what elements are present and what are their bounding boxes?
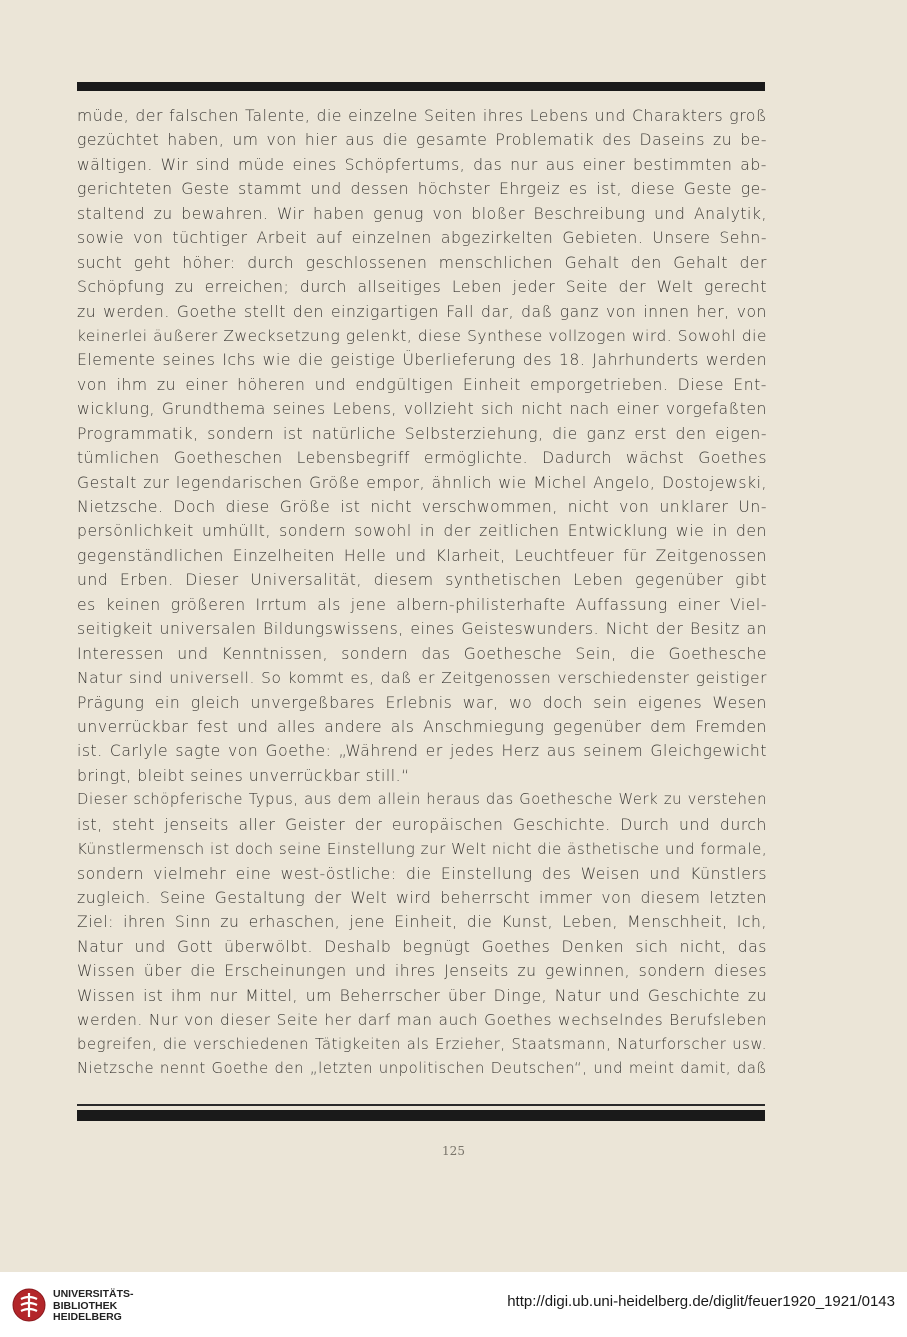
text-line: seitigkeit universalen Bildungswissens, eines Geisteswunders. Nicht der Besitz an	[77, 620, 767, 639]
top-rule	[77, 82, 765, 91]
bottom-thick-rule	[77, 1110, 765, 1121]
text-line: Ziel: ihren Sinn zu erhaschen, jene Einheit, die Kunst, Leben, Menschheit, Ich,	[77, 913, 767, 932]
text-line: persönlichkeit umhüllt, sondern sowohl in der zeitlichen Entwicklung wie in den	[77, 522, 767, 541]
text-line: von ihm zu einer höheren und endgültigen Einheit emporgetrieben. Diese Ent-	[77, 375, 767, 394]
text-line: ist, steht jenseits aller Geister der europäischen Geschichte. Durch und durch	[77, 815, 767, 834]
text-line: unverrückbar fest und alles andere als Anschmiegung gegenüber dem Fremden	[77, 717, 767, 736]
text-line: Nietzsche. Doch diese Größe ist nicht verschwommen, nicht von unklarer Un-	[77, 498, 767, 516]
page-number: 125	[442, 1144, 465, 1158]
bottom-thin-rule	[77, 1104, 765, 1106]
library-name-line: HEIDELBERG	[53, 1311, 122, 1323]
text-line: wicklung, Grundthema seines Lebens, vollzieht sich nicht nach einer vorgefaßten	[77, 400, 767, 419]
text-line: gezüchtet haben, um von hier aus die gesamte Problematik des Daseins zu be-	[77, 131, 767, 150]
text-line: Künstlermensch ist doch seine Einstellung zur Welt nicht die ästhetische und formale,	[77, 840, 767, 859]
text-line: Wissen über die Erscheinungen und ihres Jenseits zu gewinnen, sondern dieses	[77, 962, 767, 981]
source-url-link[interactable]: http://digi.ub.uni-heidelberg.de/diglit/feuer1920_1921/0143	[507, 1293, 895, 1310]
text-line: Nietzsche nennt Goethe den „letzten unpolitischen Deutschen“, und meint damit, daß	[77, 1060, 767, 1078]
text-line: tümlichen Goetheschen Lebensbegriff ermöglichte. Dadurch wächst Goethes	[77, 449, 767, 468]
library-name-line: UNIVERSITÄTS-	[53, 1288, 134, 1300]
text-line: Wissen ist ihm nur Mittel, um Beherrscher über Dinge, Natur und Geschichte zu	[77, 986, 767, 1005]
text-line: zugleich. Seine Gestaltung der Welt wird beherrscht immer von diesem letzten	[77, 889, 767, 907]
text-line: gegenständlichen Einzelheiten Helle und Klarheit, Leuchtfeuer für Zeitgenossen	[77, 546, 767, 565]
text-line: sondern vielmehr eine west-östliche: die Einstellung des Weisen und Künstlers	[77, 864, 767, 883]
library-name	[53, 1289, 134, 1324]
footer-bar	[0, 1272, 907, 1337]
text-line: sowie von tüchtiger Arbeit auf einzelnen abgezirkelten Gebieten. Unsere Sehn-	[77, 229, 767, 248]
text-line: es keinen größeren Irrtum als jene albern-philisterhafte Auffassung einer Viel-	[77, 595, 767, 614]
body-text	[77, 104, 767, 1082]
text-line: Interessen und Kenntnissen, sondern das Goethesche Sein, die Goethesche	[77, 644, 767, 663]
text-line: Elemente seines Ichs wie die geistige Überlieferung des 18. Jahrhunderts werden	[77, 351, 767, 370]
text-line: Gestalt zur legendarischen Größe empor, ähnlich wie Michel Angelo, Dostojewski,	[77, 473, 767, 492]
text-line: sucht geht höher: durch geschlossenen menschlichen Gehalt den Gehalt der	[77, 253, 767, 272]
text-line: Prägung ein gleich unvergeßbares Erlebnis war, wo doch sein eigenes Wesen	[77, 693, 767, 712]
text-line: Dieser schöpferische Typus, aus dem allein heraus das Goethesche Werk zu verstehen	[77, 791, 767, 809]
text-line: wältigen. Wir sind müde eines Schöpfertums, das nur aus einer bestimmten ab-	[77, 155, 767, 174]
text-line: werden. Nur von dieser Seite her darf man auch Goethes wechselndes Berufsleben	[77, 1011, 767, 1030]
library-name-line: BIBLIOTHEK	[53, 1299, 118, 1312]
text-line: gerichteten Geste stammt und dessen höchster Ehrgeiz es ist, diese Geste ge-	[77, 180, 767, 199]
text-line: müde, der falschen Talente, die einzelne Seiten ihres Lebens und Charakters groß	[77, 107, 767, 125]
text-line: ist. Carlyle sagte von Goethe: „Während er jedes Herz aus seinem Gleichgewicht	[77, 742, 767, 761]
text-line: begreifen, die verschiedenen Tätigkeiten als Erzieher, Staatsmann, Naturforscher usw.	[77, 1035, 767, 1053]
text-line: Programmatik, sondern ist natürliche Selbsterziehung, die ganz erst den eigen-	[77, 424, 767, 443]
text-line: keinerlei äußerer Zwecksetzung gelenkt, diese Synthese vollzogen wird. Sowohl die	[77, 326, 767, 345]
text-line: Natur und Gott überwölbt. Deshalb begnügt Goethes Denken sich nicht, das	[77, 937, 767, 956]
text-line: und Erben. Dieser Universalität, diesem synthetischen Leben gegenüber gibt	[77, 571, 767, 590]
text-line: bringt, bleibt seines unverrückbar still.“	[77, 766, 410, 785]
library-logo-icon	[11, 1287, 47, 1323]
text-line: zu werden. Goethe stellt den einzigartigen Fall dar, daß ganz von innen her, von	[77, 302, 767, 321]
text-line: Schöpfung zu erreichen; durch allseitiges Leben jeder Seite der Welt gerecht	[77, 278, 767, 297]
text-line: Natur sind universell. So kommt es, daß er Zeitgenossen verschiedenster geistiger	[77, 669, 767, 688]
text-line: staltend zu bewahren. Wir haben genug von bloßer Beschreibung und Analytik,	[77, 204, 767, 223]
